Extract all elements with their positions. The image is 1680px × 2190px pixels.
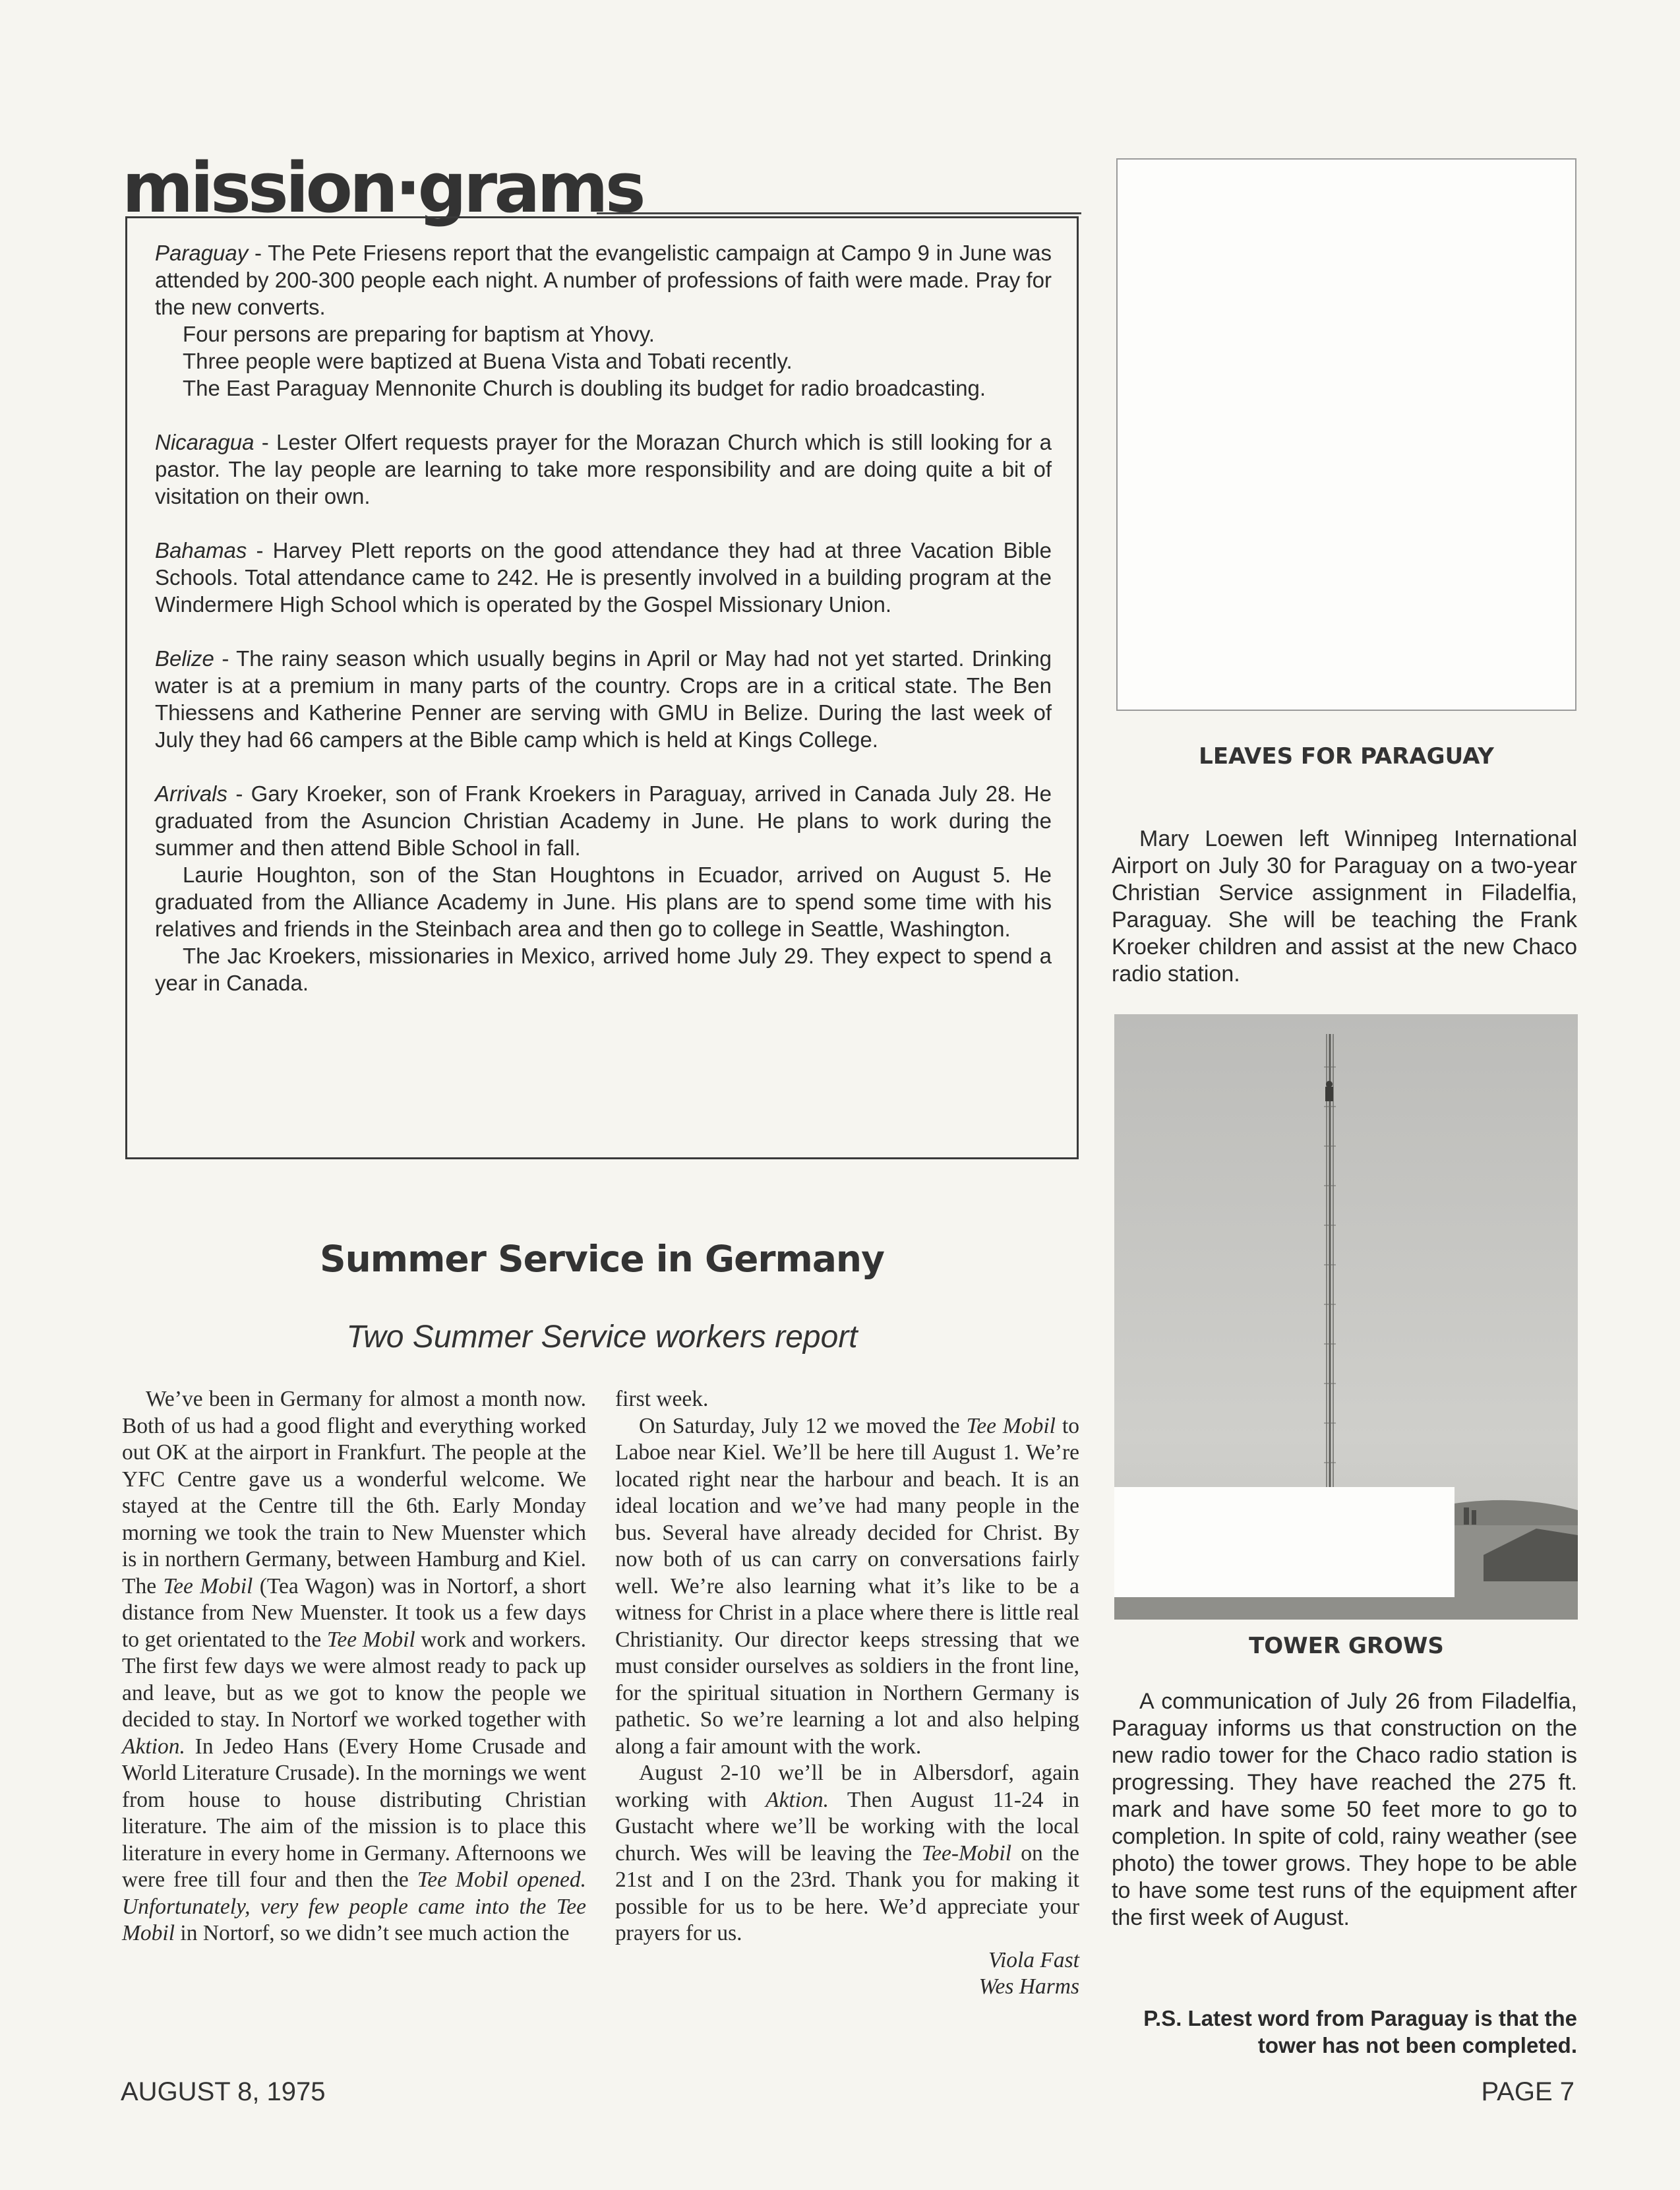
- item-text: - Gary Kroeker, son of Frank Kroekers in Paraguay, arrived in Canada July 28. He graduated from the Asuncion Christian Academy in June. He plans to work during the summer and then attend Bible School in fall.: [155, 781, 1052, 860]
- article-paragraph: We’ve been in Germany for almost a month now. Both of us had a good flight and everything worked out OK at the airport in Frankfurt. The people at the YFC Centre gave us a wonderful welcome. We stayed at the Centre till the 6th. Early Monday morning we took the train to New Muenster which is in northern Germany, between Hamburg and Kiel. The Tee Mobil (Tea Wagon) was in Nortorf, a short distance from New Muenster. It took us a few days to get orientated to the Tee Mobil work and workers. The first few days we were almost ready to pack up and leave, but as we got to know the people we decided to stay. In Nortorf we worked together with Aktion. In Jedeo Hans (Every Home Crusade and World Literature Crusade). In the mornings we went from house to house distributing Christian literature. The aim of the mission is to place this literature in every home in Germany. Afternoons we were free till four and then the Tee Mobil opened. Unfortunately, very few people came into the Tee Mobil in Nortorf, so we didn’t see much action the: [122, 1387, 586, 1945]
- item-text: - Lester Olfert requests prayer for the Morazan Church which is still looking for a pastor. The lay people are learning to take more responsibility and are doing quite a bit of visitation on their own.: [155, 430, 1052, 508]
- place-label: Belize: [155, 646, 214, 671]
- article-title: Summer Service in Germany: [320, 1238, 884, 1280]
- signature-wes-harms: Wes Harms: [978, 1974, 1079, 1999]
- arrivals-houghton: Laurie Houghton, son of the Stan Houghtons in Ecuador, arrived on August 5. He graduated from the Alliance Academy in June. His plans are to spend some time with his relatives and friends in the Steinbach area and then go to college in Seattle, Washington.: [155, 863, 1052, 941]
- paraguay-baptized: Three people were baptized at Buena Vista and Tobati recently.: [183, 349, 793, 373]
- item-text: - Harvey Plett reports on the good attendance they had at three Vacation Bible Schools. Total attendance came to 242. He is presently involved in a building program at the Windermere High School which is operated by the Gospel Missionary Union.: [155, 538, 1052, 617]
- arrivals-kroekers: The Jac Kroekers, missionaries in Mexico, arrived home July 29. They expect to spend a year in Canada.: [155, 944, 1052, 995]
- article-paragraph: On Saturday, July 12 we moved the Tee Mobil to Laboe near Kiel. We’ll be here till August 1. We’re located right near the harbour and beach. It is an ideal location and we’ve had many people in the bus. Several have already decided for Christ. By now both of us can carry on conversations fairly well. We’re also learning what it’s like to be a witness for Christ in a place where there is little real Christianity. Our director keeps stressing that we must consider ourselves as soldiers in the front line, for the spiritual situation in Northern Germany is pathetic. So we’re learning a lot and also helping along a fair amount with the work.: [615, 1413, 1079, 1759]
- tower-postscript: P.S. Latest word from Paraguay is that the tower has not been completed.: [1143, 2006, 1577, 2057]
- item-text: - The rainy season which usually begins in April or May had not yet started. Drinking water is at a premium in many parts of the country. Crops are in a critical state. The Ben Thiessens and Katherine Penner are serving with GMU in Belize. During the last week of July they had 66 campers at the Bible camp which is held at Kings College.: [155, 646, 1052, 752]
- nicaragua-item: [155, 429, 1052, 510]
- tower-photo: [1114, 1014, 1578, 1620]
- place-label: Paraguay: [155, 241, 249, 265]
- paraguay-item: [155, 239, 1052, 320]
- masthead: mission·grams: [122, 148, 643, 228]
- arrivals-item: [155, 780, 1052, 861]
- page-number: PAGE 7: [1481, 2077, 1575, 2106]
- article-paragraph: first week.: [615, 1387, 709, 1411]
- bahamas-item: [155, 537, 1052, 618]
- belize-item: [155, 645, 1052, 753]
- mission-grams-box: [125, 216, 1079, 1159]
- signature-viola-fast: Viola Fast: [988, 1947, 1079, 1972]
- place-label: Bahamas: [155, 538, 247, 563]
- paraguay-baptism-prep: Four persons are preparing for baptism at Yhovy.: [183, 322, 655, 346]
- place-label: Arrivals: [155, 781, 228, 806]
- paraguay-radio-budget: The East Paraguay Mennonite Church is doubling its budget for radio broadcasting.: [183, 376, 986, 400]
- item-text: - The Pete Friesens report that the evangelistic campaign at Campo 9 in June was attended by 200-300 people each night. A number of professions of faith were made. Pray for the new converts.: [155, 241, 1052, 319]
- place-label: Nicaragua: [155, 430, 255, 454]
- leaves-caption: LEAVES FOR PARAGUAY: [1199, 743, 1494, 770]
- masthead-rule: [597, 212, 1081, 214]
- issue-date: AUGUST 8, 1975: [121, 2077, 326, 2106]
- article-column-1: [122, 1386, 586, 1947]
- tower-caption: TOWER GROWS: [1249, 1633, 1444, 1659]
- tower-photo-image: [1114, 1014, 1578, 1620]
- tower-text: A communication of July 26 from Filadelfia, Paraguay informs us that construction on the new radio tower for the Chaco radio station is progressing. They have reached the 275 ft. mark and have some 50 feet more to go to completion. In spite of cold, rainy weather (see photo) the tower grows. They hope to be able to have some test runs of the equipment after the first week of August.: [1112, 1689, 1577, 1930]
- article-subtitle: Two Summer Service workers report: [346, 1320, 858, 1354]
- article-column-2: [615, 1386, 1079, 2001]
- leaves-text: Mary Loewen left Winnipeg International Airport on July 30 for Paraguay on a two-year Christian Service assignment in Filadelfia, Paraguay. She will be teaching the Frank Kroeker children and assist at the new Chaco radio station.: [1112, 826, 1577, 987]
- article-paragraph: August 2-10 we’ll be in Albersdorf, again working with Aktion. Then August 11-24 in Gustacht where we’ll be working with the local church. Wes will be leaving the Tee-Mobil on the 21st and I on the 23rd. Thank you for making it possible for us to be here. We’d appreciate your prayers for us.: [615, 1761, 1079, 1945]
- mary-loewen-photo: [1116, 158, 1576, 711]
